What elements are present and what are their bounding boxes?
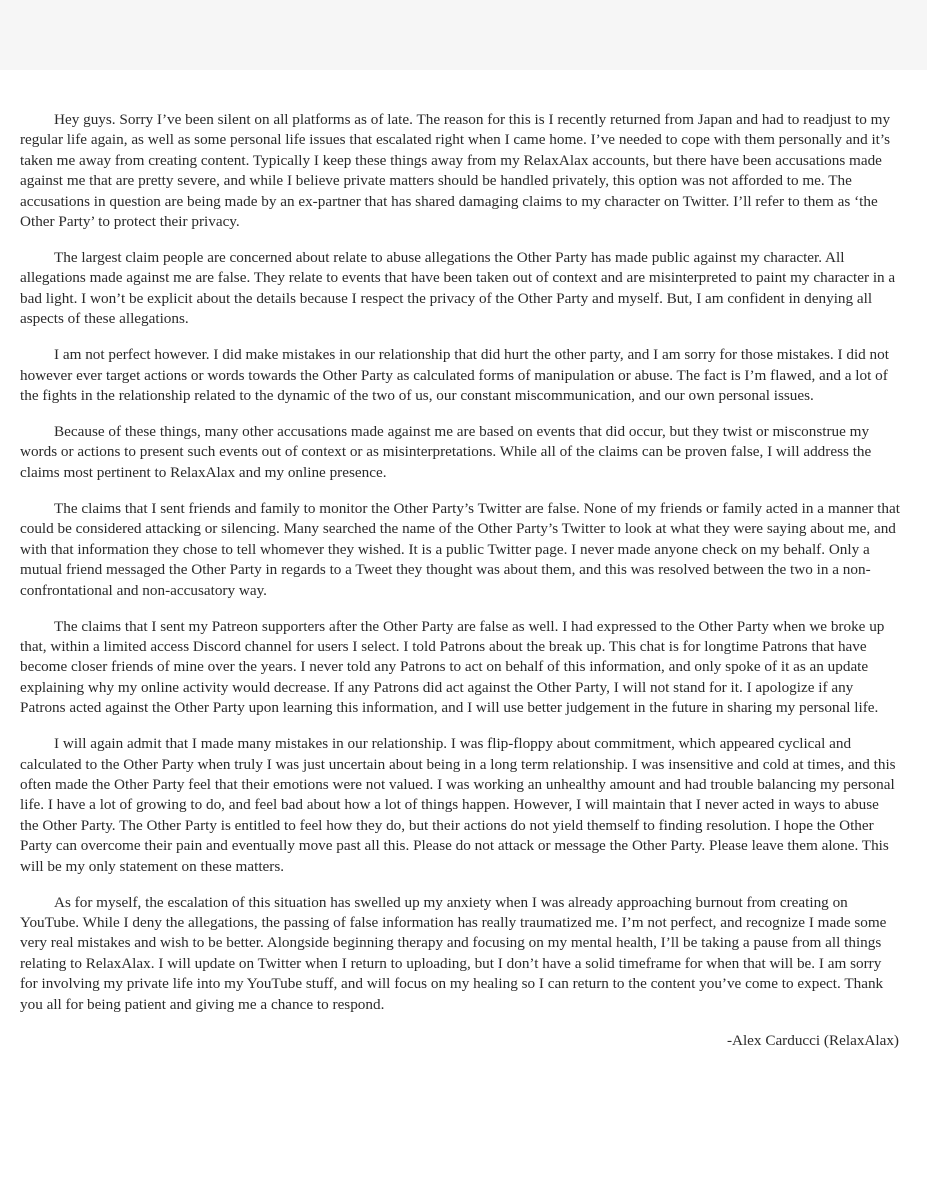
statement-body bbox=[20, 110, 900, 1051]
paragraph-4: Because of these things, many other accusations made against me are based on events that did occur, but they twist or misconstrue my words or actions to present such events out of context or as misinterpretations. While all of the claims can be proven false, I will address the claims most pertinent to RelaxAlax and my online presence. bbox=[20, 423, 872, 481]
paragraph-5: The claims that I sent friends and family to monitor the Other Party’s Twitter are false. None of my friends or family acted in a manner that could be considered attacking or silencing. Many searched the name of the Other Party’s Twitter to look at what they were saying about me, and with that information they chose to tell whomever they wished. It is a public Twitter page. I never made anyone check on my behalf. Only a mutual friend messaged the Other Party in regards to a Tweet they thought was about them, and this was resolved between the two in a non-confrontational and non-accusatory way. bbox=[20, 499, 900, 599]
signature: -Alex Carducci (RelaxAlax) bbox=[726, 1031, 899, 1049]
paragraph-3: I am not perfect however. I did make mistakes in our relationship that did hurt the other party, and I am sorry for those mistakes. I did not however ever target actions or words towards the Other Party as calculated forms of manipulation or abuse. The fact is I’m flawed, and a lot of the fights in the relationship related to the dynamic of the two of us, our constant miscommunication, and our own personal issues. bbox=[20, 346, 889, 405]
paragraph-8: As for myself, the escalation of this situation has swelled up my anxiety when I was already approaching burnout from creating on YouTube. While I deny the allegations, the passing of false information has really traumatized me. I’m not perfect, and recognize I made some very real mistakes and wish to be better. Alongside beginning therapy and focusing on my mental health, I’ll be taking a pause from all things relating to RelaxAlax. I will update on Twitter when I return to uploading, but I don’t have a solid timeframe for when that will be. I am sorry for involving my private life into my YouTube stuff, and will focus on my healing so I can return to the content you’ve come to expect. Thank you all for being patient and giving me a chance to respond. bbox=[20, 893, 887, 1013]
paragraph-7: I will again admit that I made many mistakes in our relationship. I was flip-floppy about commitment, which appeared cyclical and calculated to the Other Party when truly I was just uncertain about being in a long term relationship. I was insensitive and cold at times, and this often made the Other Party feel that their emotions were not valued. I was working an unhealthy amount and had trouble balancing my personal life. I have a lot of growing to do, and feel bad about how a lot of things happen. However, I will maintain that I never acted in ways to abuse the Other Party. The Other Party is entitled to feel how they do, but their actions do not yield themself to finding resolution. I hope the Other Party can overcome their pain and eventually move past all this. Please do not attack or message the Other Party. Please leave them alone. This will be my only statement on these matters. bbox=[20, 735, 896, 875]
top-band bbox=[0, 0, 927, 70]
paragraph-1: Hey guys. Sorry I’ve been silent on all platforms as of late. The reason for this is I recently returned from Japan and had to readjust to my regular life again, as well as some personal life issues that escalated right when I came home. I’ve needed to cope with them personally and it’s taken me away from creating content. Typically I keep these things away from my RelaxAlax accounts, but there have been accusations made against me that are pretty severe, and while I believe private matters should be handled privately, this option was not afforded to me. The accusations in question are being made by an ex-partner that has shared damaging claims to my character on Twitter. I’ll refer to them as ‘the Other Party’ to protect their privacy. bbox=[20, 111, 891, 231]
paragraph-6: The claims that I sent my Patreon supporters after the Other Party are false as well. I had expressed to the Other Party when we broke up that, within a limited access Discord channel for users I select. I told Patrons about the break up. This chat is for longtime Patrons that have become closer friends of mine over the years. I never told any Patrons to act on behalf of this information, and only spoke of it as an update explaining why my online activity would decrease. If any Patrons did act against the Other Party, I will not stand for it. I apologize if any Patrons acted against the Other Party upon learning this information, and I will use better judgement in the future in sharing my personal life. bbox=[20, 617, 885, 717]
paragraph-2: The largest claim people are concerned about relate to abuse allegations the Other Party has made public against my character. All allegations made against me are false. They relate to events that have been taken out of context and are misinterpreted to paint my character in a bad light. I won’t be explicit about the details because I respect the privacy of the Other Party and myself. But, I am confident in denying all aspects of these allegations. bbox=[20, 249, 896, 328]
